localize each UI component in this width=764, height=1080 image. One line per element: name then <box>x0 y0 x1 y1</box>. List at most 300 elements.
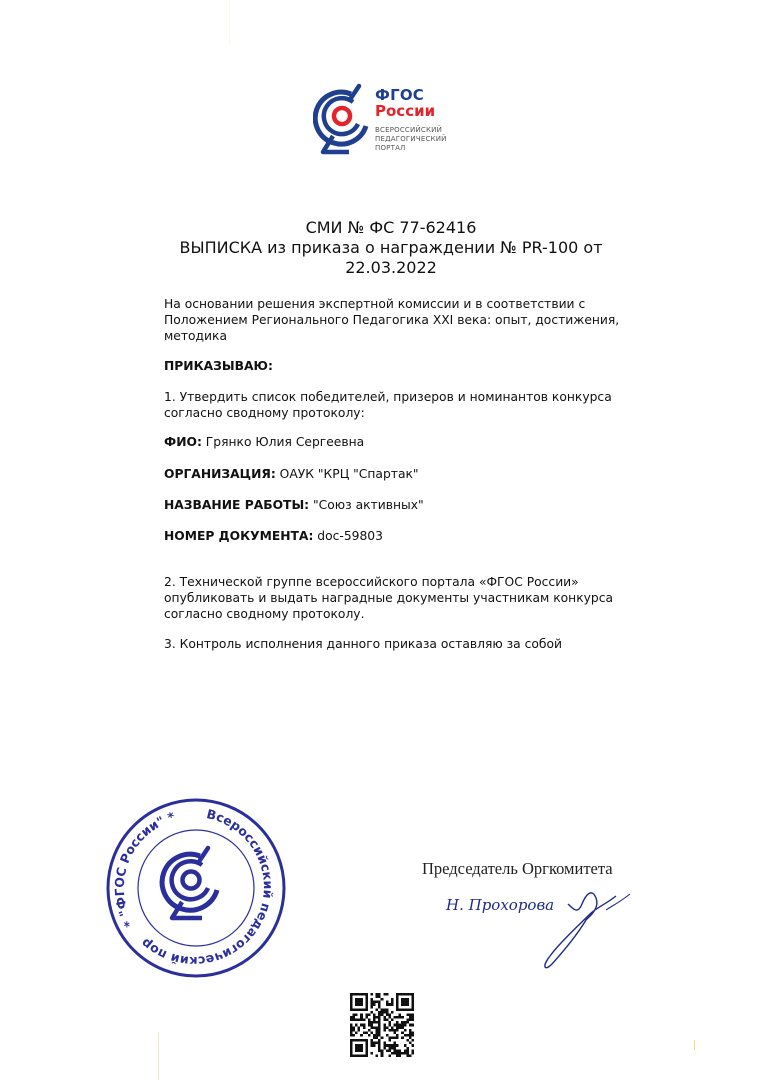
logo-brand-line2: России <box>375 102 436 120</box>
qr-module <box>378 1006 381 1009</box>
qr-module <box>378 1024 381 1027</box>
qr-module <box>378 1049 381 1052</box>
qr-module <box>401 1021 404 1024</box>
qr-module <box>409 1029 412 1032</box>
qr-module <box>350 1016 353 1019</box>
qr-module <box>391 1011 394 1014</box>
qr-module <box>381 1037 384 1040</box>
qr-module <box>360 1044 363 1047</box>
qr-module <box>391 1047 394 1050</box>
qr-module <box>376 1008 379 1011</box>
qr-module <box>409 1016 412 1019</box>
qr-module <box>373 1003 376 1006</box>
qr-module <box>358 1026 361 1029</box>
field-value: ОАУК "КРЦ "Спартак" <box>279 467 419 481</box>
qr-module <box>350 993 353 996</box>
qr-module <box>365 1044 368 1047</box>
qr-module <box>386 1019 389 1022</box>
qr-module <box>409 1054 412 1057</box>
qr-module <box>386 993 389 996</box>
qr-module <box>396 1037 399 1040</box>
qr-module <box>365 1047 368 1050</box>
qr-module <box>355 1013 358 1016</box>
qr-module <box>381 1054 384 1057</box>
qr-module <box>406 1019 409 1022</box>
qr-module <box>355 1001 358 1004</box>
qr-module <box>411 1039 414 1042</box>
stamp-logo-mark-icon <box>162 848 217 918</box>
qr-module <box>370 1026 373 1029</box>
document-title <box>0 218 764 278</box>
qr-module <box>388 1021 391 1024</box>
qr-module <box>350 1001 353 1004</box>
qr-module <box>396 1021 399 1024</box>
qr-module <box>350 1049 353 1052</box>
qr-module <box>353 1008 356 1011</box>
qr-module <box>358 1008 361 1011</box>
qr-module <box>399 1016 402 1019</box>
qr-module <box>365 1042 368 1045</box>
qr-module <box>386 1008 389 1011</box>
qr-module <box>378 1013 381 1016</box>
qr-module <box>370 1052 373 1055</box>
qr-module <box>409 1034 412 1037</box>
qr-module <box>373 1044 376 1047</box>
qr-module <box>391 1019 394 1022</box>
qr-module <box>406 1054 409 1057</box>
qr-module <box>350 1019 353 1022</box>
qr-module <box>376 1034 379 1037</box>
qr-module <box>365 1039 368 1042</box>
order-heading <box>164 358 634 374</box>
qr-module <box>353 1054 356 1057</box>
qr-module <box>406 1008 409 1011</box>
qr-module <box>411 1001 414 1004</box>
qr-module <box>378 1011 381 1014</box>
qr-module <box>406 1039 409 1042</box>
qr-module <box>353 1039 356 1042</box>
field-organization <box>164 466 634 482</box>
qr-module <box>378 1034 381 1037</box>
qr-module <box>365 1013 368 1016</box>
qr-module <box>376 1031 379 1034</box>
qr-module <box>358 998 361 1001</box>
qr-module <box>396 996 399 999</box>
qr-module <box>401 1052 404 1055</box>
qr-module <box>411 1031 414 1034</box>
qr-module <box>360 1034 363 1037</box>
handwritten-signature <box>440 880 640 970</box>
qr-module <box>391 1001 394 1004</box>
qr-module <box>360 1013 363 1016</box>
qr-module <box>360 1047 363 1050</box>
qr-module <box>355 1039 358 1042</box>
qr-module <box>378 1039 381 1042</box>
qr-module <box>353 1016 356 1019</box>
qr-module <box>353 1019 356 1022</box>
qr-module <box>401 1031 404 1034</box>
qr-module <box>396 1052 399 1055</box>
signature-icon <box>440 880 640 970</box>
qr-module <box>373 1021 376 1024</box>
qr-module <box>394 1049 397 1052</box>
qr-module <box>370 998 373 1001</box>
qr-module <box>391 1029 394 1032</box>
qr-module <box>386 1001 389 1004</box>
qr-module <box>360 1019 363 1022</box>
qr-module <box>365 1031 368 1034</box>
qr-module <box>411 1019 414 1022</box>
qr-module <box>360 1054 363 1057</box>
edge-line-bottom-right <box>694 1040 695 1050</box>
qr-module <box>350 1044 353 1047</box>
qr-module <box>358 1044 361 1047</box>
field-label: НАЗВАНИЕ РАБОТЫ: <box>164 498 310 512</box>
qr-module <box>406 1047 409 1050</box>
qr-module <box>353 1034 356 1037</box>
qr-module <box>378 1042 381 1045</box>
qr-module <box>388 1049 391 1052</box>
qr-module <box>396 1001 399 1004</box>
qr-module <box>365 998 368 1001</box>
qr-module <box>383 1016 386 1019</box>
qr-module <box>396 1016 399 1019</box>
qr-module <box>391 1052 394 1055</box>
qr-module <box>376 1001 379 1004</box>
qr-module <box>378 1001 381 1004</box>
qr-code[interactable] <box>349 993 415 1057</box>
qr-module <box>388 1013 391 1016</box>
qr-module <box>394 1042 397 1045</box>
qr-module <box>350 998 353 1001</box>
title-extract-order: ВЫПИСКА из приказа о награждении № PR-100 от <box>179 238 603 257</box>
qr-module <box>411 1049 414 1052</box>
qr-module <box>386 1049 389 1052</box>
qr-module <box>350 1026 353 1029</box>
qr-module <box>373 1019 376 1022</box>
qr-module <box>360 1039 363 1042</box>
order-item-2: 2. Технической группе всероссийского портала «ФГОС России» опубликовать и выдать наградные документы участникам конкурса согласно сводному протоколу. <box>164 575 614 621</box>
qr-module <box>383 1008 386 1011</box>
qr-module <box>360 1003 363 1006</box>
logo-subtitle-line: ВСЕРОССИЙСКИЙ <box>375 126 443 134</box>
chairman-title: Председатель Оргкомитета <box>422 859 613 878</box>
qr-module <box>383 1019 386 1022</box>
qr-module <box>388 1044 391 1047</box>
qr-module <box>386 1034 389 1037</box>
qr-module <box>355 993 358 996</box>
qr-module <box>409 1008 412 1011</box>
qr-module <box>394 1052 397 1055</box>
qr-module <box>404 1024 407 1027</box>
qr-module <box>355 998 358 1001</box>
qr-module <box>373 1037 376 1040</box>
qr-module <box>396 1044 399 1047</box>
qr-module <box>378 1029 381 1032</box>
qr-module <box>350 1047 353 1050</box>
qr-module <box>376 1042 379 1045</box>
qr-module <box>363 1024 366 1027</box>
qr-module <box>381 1049 384 1052</box>
qr-module <box>358 1039 361 1042</box>
qr-module <box>409 1013 412 1016</box>
qr-module <box>350 996 353 999</box>
qr-module <box>358 1003 361 1006</box>
qr-module <box>365 993 368 996</box>
qr-module <box>388 1024 391 1027</box>
qr-module <box>355 1044 358 1047</box>
qr-module <box>360 1049 363 1052</box>
qr-module <box>388 1003 391 1006</box>
qr-module <box>399 1024 402 1027</box>
qr-module <box>378 1021 381 1024</box>
qr-module <box>411 1024 414 1027</box>
qr-module <box>350 1054 353 1057</box>
order-heading-text: ПРИКАЗЫВАЮ: <box>164 359 273 373</box>
qr-module <box>409 1042 412 1045</box>
field-document-number <box>164 528 634 544</box>
qr-module <box>363 1054 366 1057</box>
qr-module <box>353 1026 356 1029</box>
qr-module <box>383 1047 386 1050</box>
qr-module <box>368 1034 371 1037</box>
edge-line-top <box>229 0 230 45</box>
qr-module <box>370 1039 373 1042</box>
qr-module <box>401 1037 404 1040</box>
qr-module <box>396 1003 399 1006</box>
qr-module <box>350 1034 353 1037</box>
qr-module <box>350 1031 353 1034</box>
qr-module <box>383 1024 386 1027</box>
qr-module <box>409 1019 412 1022</box>
qr-module <box>378 1026 381 1029</box>
qr-module <box>358 1019 361 1022</box>
qr-module <box>386 1013 389 1016</box>
qr-module <box>383 1042 386 1045</box>
qr-module <box>373 1042 376 1045</box>
qr-module <box>360 1024 363 1027</box>
qr-module <box>355 1019 358 1022</box>
qr-module <box>396 993 399 996</box>
intro-paragraph: На основании решения экспертной комиссии и в соответствии с Положением Регионального Педагогика XXI века: опыт, достижения, методика <box>164 297 620 343</box>
qr-module <box>406 1021 409 1024</box>
qr-module <box>404 1001 407 1004</box>
qr-module <box>404 1029 407 1032</box>
qr-module <box>360 1008 363 1011</box>
qr-module <box>376 1054 379 1057</box>
qr-module <box>409 1037 412 1040</box>
qr-module <box>350 1003 353 1006</box>
qr-module <box>409 1024 412 1027</box>
qr-module <box>394 1024 397 1027</box>
qr-module <box>386 1011 389 1014</box>
qr-module <box>381 1013 384 1016</box>
qr-module <box>358 1001 361 1004</box>
qr-module <box>391 1003 394 1006</box>
qr-module <box>401 1003 404 1006</box>
qr-module <box>370 1031 373 1034</box>
qr-module <box>404 1049 407 1052</box>
qr-module <box>355 1047 358 1050</box>
qr-module <box>355 1024 358 1027</box>
qr-module <box>411 998 414 1001</box>
title-media-registration: СМИ № ФС 77-62416 <box>305 218 477 237</box>
qr-module <box>411 1006 414 1009</box>
qr-module <box>378 1016 381 1019</box>
qr-module <box>396 1024 399 1027</box>
qr-module <box>401 1016 404 1019</box>
qr-module <box>406 1034 409 1037</box>
qr-module <box>358 1049 361 1052</box>
qr-module <box>399 1008 402 1011</box>
qr-module <box>360 998 363 1001</box>
qr-module <box>391 1037 394 1040</box>
qr-module <box>365 1016 368 1019</box>
qr-module <box>394 1029 397 1032</box>
qr-module <box>399 1013 402 1016</box>
qr-module <box>406 993 409 996</box>
qr-module <box>399 1052 402 1055</box>
qr-module <box>396 1049 399 1052</box>
qr-module <box>381 1052 384 1055</box>
qr-module <box>368 1029 371 1032</box>
qr-module <box>353 1013 356 1016</box>
qr-module <box>370 1006 373 1009</box>
qr-module <box>368 1024 371 1027</box>
qr-module <box>411 993 414 996</box>
qr-module <box>388 1037 391 1040</box>
qr-module <box>350 1024 353 1027</box>
qr-module <box>404 1044 407 1047</box>
qr-module <box>363 1008 366 1011</box>
logo-subtitle-line: ПЕДАГОГИЧЕСКИЙ <box>375 135 447 143</box>
qr-module <box>370 1011 373 1014</box>
qr-module <box>391 1044 394 1047</box>
qr-module <box>378 996 381 999</box>
qr-module <box>386 1026 389 1029</box>
qr-module <box>350 1008 353 1011</box>
qr-module <box>350 1052 353 1055</box>
qr-module <box>406 1003 409 1006</box>
qr-module <box>406 1052 409 1055</box>
qr-module <box>376 1026 379 1029</box>
qr-module <box>363 1026 366 1029</box>
field-work-title <box>164 497 634 513</box>
qr-module <box>388 1029 391 1032</box>
qr-module <box>368 1013 371 1016</box>
stamp-ring-text-right: Всероссийский педагогический пор <box>137 806 277 969</box>
qr-module <box>370 1024 373 1027</box>
qr-module <box>394 1031 397 1034</box>
qr-module <box>401 998 404 1001</box>
qr-module <box>365 1008 368 1011</box>
qr-module <box>370 1001 373 1004</box>
qr-module <box>365 996 368 999</box>
field-value: doc-59803 <box>317 529 383 543</box>
qr-module <box>386 1003 389 1006</box>
qr-module <box>406 1049 409 1052</box>
qr-code-icon <box>349 993 415 1057</box>
qr-module <box>399 1026 402 1029</box>
qr-module <box>386 1044 389 1047</box>
qr-module <box>360 1016 363 1019</box>
logo-subtitle <box>375 126 447 153</box>
qr-module <box>360 1001 363 1004</box>
qr-module <box>401 993 404 996</box>
qr-module <box>411 1052 414 1055</box>
qr-module <box>378 1019 381 1022</box>
qr-module <box>355 1049 358 1052</box>
qr-module <box>373 1001 376 1004</box>
logo-subtitle-line: ПОРТАЛ <box>375 144 406 152</box>
fgos-logo <box>313 78 463 160</box>
qr-module <box>363 1039 366 1042</box>
qr-module <box>404 1003 407 1006</box>
qr-module <box>409 993 412 996</box>
qr-module <box>355 1008 358 1011</box>
qr-module <box>383 1044 386 1047</box>
qr-module <box>363 1031 366 1034</box>
qr-module <box>378 1044 381 1047</box>
qr-module <box>404 993 407 996</box>
qr-module <box>404 1052 407 1055</box>
qr-module <box>368 1019 371 1022</box>
fgos-logo-mark-icon <box>313 78 375 160</box>
qr-module <box>388 1054 391 1057</box>
svg-text:Всероссийский педагогический п <box>104 796 276 969</box>
qr-module <box>404 1008 407 1011</box>
qr-module <box>365 1054 368 1057</box>
qr-module <box>401 1026 404 1029</box>
qr-module <box>373 1016 376 1019</box>
field-value: "Союз активных" <box>313 498 424 512</box>
qr-module <box>381 1008 384 1011</box>
qr-module <box>373 1013 376 1016</box>
qr-module <box>376 1021 379 1024</box>
qr-module <box>350 1039 353 1042</box>
qr-module <box>376 1016 379 1019</box>
qr-module <box>388 1016 391 1019</box>
field-label: ФИО: <box>164 435 202 449</box>
qr-module <box>383 1026 386 1029</box>
qr-module <box>370 993 373 996</box>
qr-module <box>394 1016 397 1019</box>
qr-module <box>409 1031 412 1034</box>
qr-module <box>365 1006 368 1009</box>
field-label: НОМЕР ДОКУМЕНТА: <box>164 529 314 543</box>
qr-module <box>396 1054 399 1057</box>
qr-module <box>404 998 407 1001</box>
signature-name: Н. Прохорова <box>446 896 555 914</box>
qr-module <box>370 1003 373 1006</box>
qr-module <box>404 1021 407 1024</box>
qr-module <box>376 993 379 996</box>
qr-module <box>401 1001 404 1004</box>
qr-module <box>396 1026 399 1029</box>
qr-module <box>411 1044 414 1047</box>
qr-module <box>399 1054 402 1057</box>
qr-module <box>376 1029 379 1032</box>
qr-module <box>370 1021 373 1024</box>
qr-module <box>399 993 402 996</box>
field-label: ОРГАНИЗАЦИЯ: <box>164 467 276 481</box>
qr-module <box>411 1016 414 1019</box>
qr-module <box>373 1026 376 1029</box>
qr-module <box>396 998 399 1001</box>
order-item-1: 1. Утвердить список победителей, призеров и номинантов конкурса согласно сводному протоколу: <box>164 390 612 420</box>
qr-module <box>378 1003 381 1006</box>
qr-module <box>411 1003 414 1006</box>
